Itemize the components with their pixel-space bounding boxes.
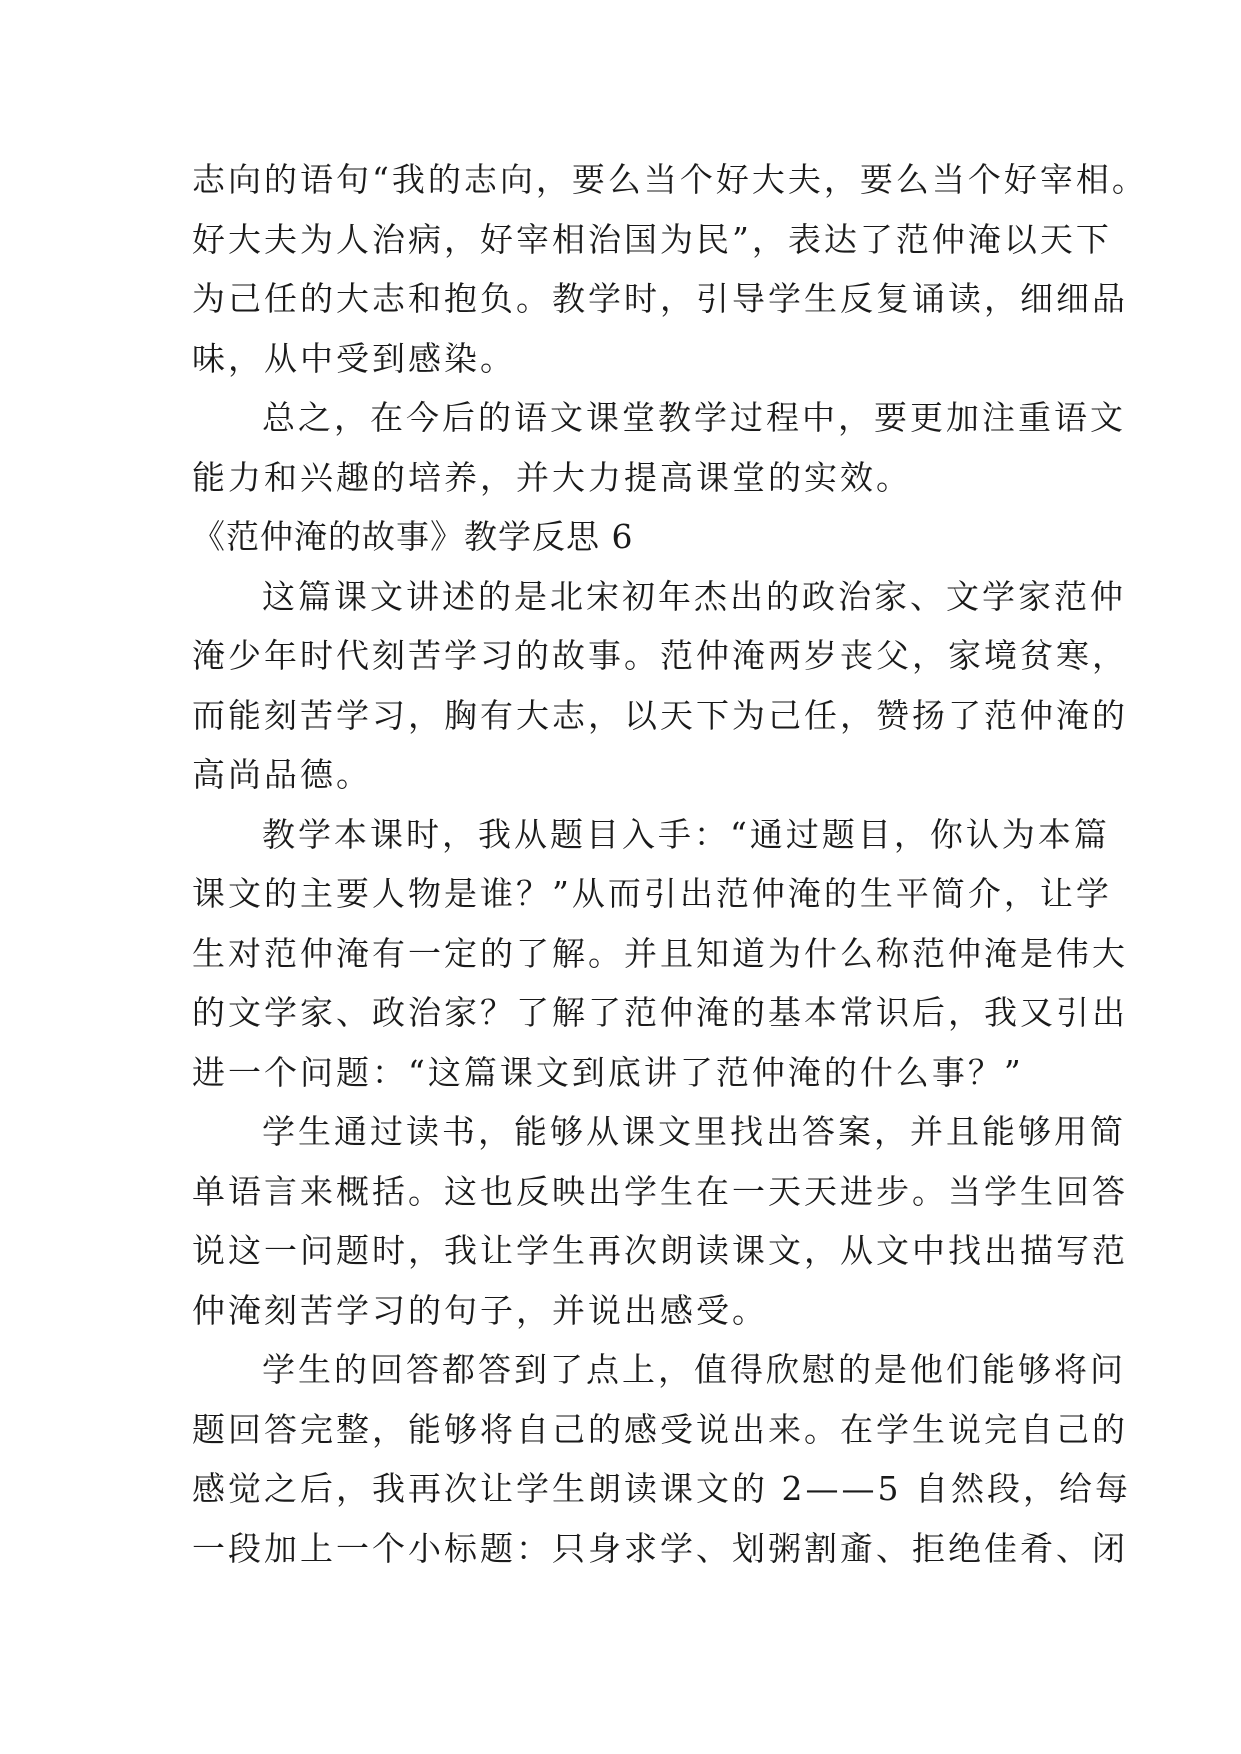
section-heading — [192, 507, 1062, 567]
text-line: 好大夫为人治病，好宰相治国为民”，表达了范仲淹以天下 — [192, 219, 1112, 259]
text-line: 为己任的大志和抱负。教学时，引导学生反复诵读，细细品 — [192, 279, 1128, 318]
text-line: 题回答完整，能够将自己的感受说出来。在学生说完自己的 — [192, 1409, 1128, 1449]
text-line: 味，从中受到感染。 — [192, 338, 516, 378]
text-line: 生对范仲淹有一定的了解。并且知道为什么称范仲淹是伟大 — [192, 933, 1128, 973]
text-line: 高尚品德。 — [192, 755, 372, 794]
text-line: 的文学家、政治家？了解了范仲淹的基本常识后，我又引出 — [192, 993, 1128, 1032]
text-line: 一段加上一个小标题：只身求学、划粥割齑、拒绝佳肴、闭 — [192, 1528, 1128, 1568]
text-line: 说这一问题时，我让学生再次朗读课文，从文中找出描写范 — [192, 1231, 1128, 1270]
text-line: 进一个问题：“这篇课文到底讲了范仲淹的什么事？” — [192, 1052, 1024, 1092]
text-line: 单语言来概括。这也反映出学生在一天天进步。当学生回答 — [192, 1171, 1128, 1211]
text-line: 这篇课文讲述的是北宋初年杰出的政治家、文学家范仲 — [262, 576, 1126, 616]
text-line: 学生通过读书，能够从课文里找出答案，并且能够用简 — [262, 1112, 1126, 1151]
paragraph-5 — [192, 1102, 1128, 1340]
text-line: 学生的回答都答到了点上，值得欣慰的是他们能够将问 — [262, 1350, 1126, 1389]
text-line: 感觉之后，我再次让学生朗读课文的 2——5 自然段，给每 — [192, 1469, 1131, 1508]
paragraph-6 — [192, 1340, 1131, 1578]
heading-text: 《范仲淹的故事》教学反思 6 — [192, 517, 634, 556]
paragraph-1 — [192, 150, 1148, 388]
text-line: 课文的主要人物是谁？”从而引出范仲淹的生平简介，让学 — [192, 874, 1112, 913]
text-line: 淹少年时代刻苦学习的故事。范仲淹两岁丧父，家境贫寒， — [192, 636, 1128, 675]
paragraph-4 — [192, 805, 1128, 1103]
text-line: 而能刻苦学习，胸有大志，以天下为己任，赞扬了范仲淹的 — [192, 695, 1128, 735]
paragraph-3 — [192, 567, 1128, 805]
text-line: 志向的语句“我的志向，要么当个好大夫，要么当个好宰相。 — [192, 160, 1148, 199]
text-line: 仲淹刻苦学习的句子，并说出感受。 — [192, 1290, 768, 1330]
document-body — [192, 150, 1148, 1578]
paragraph-2 — [192, 388, 1126, 507]
text-line: 总之，在今后的语文课堂教学过程中，要更加注重语文 — [262, 398, 1126, 437]
text-line: 教学本课时，我从题目入手：“通过题目，你认为本篇 — [262, 814, 1110, 854]
text-line: 能力和兴趣的培养，并大力提高课堂的实效。 — [192, 457, 912, 497]
